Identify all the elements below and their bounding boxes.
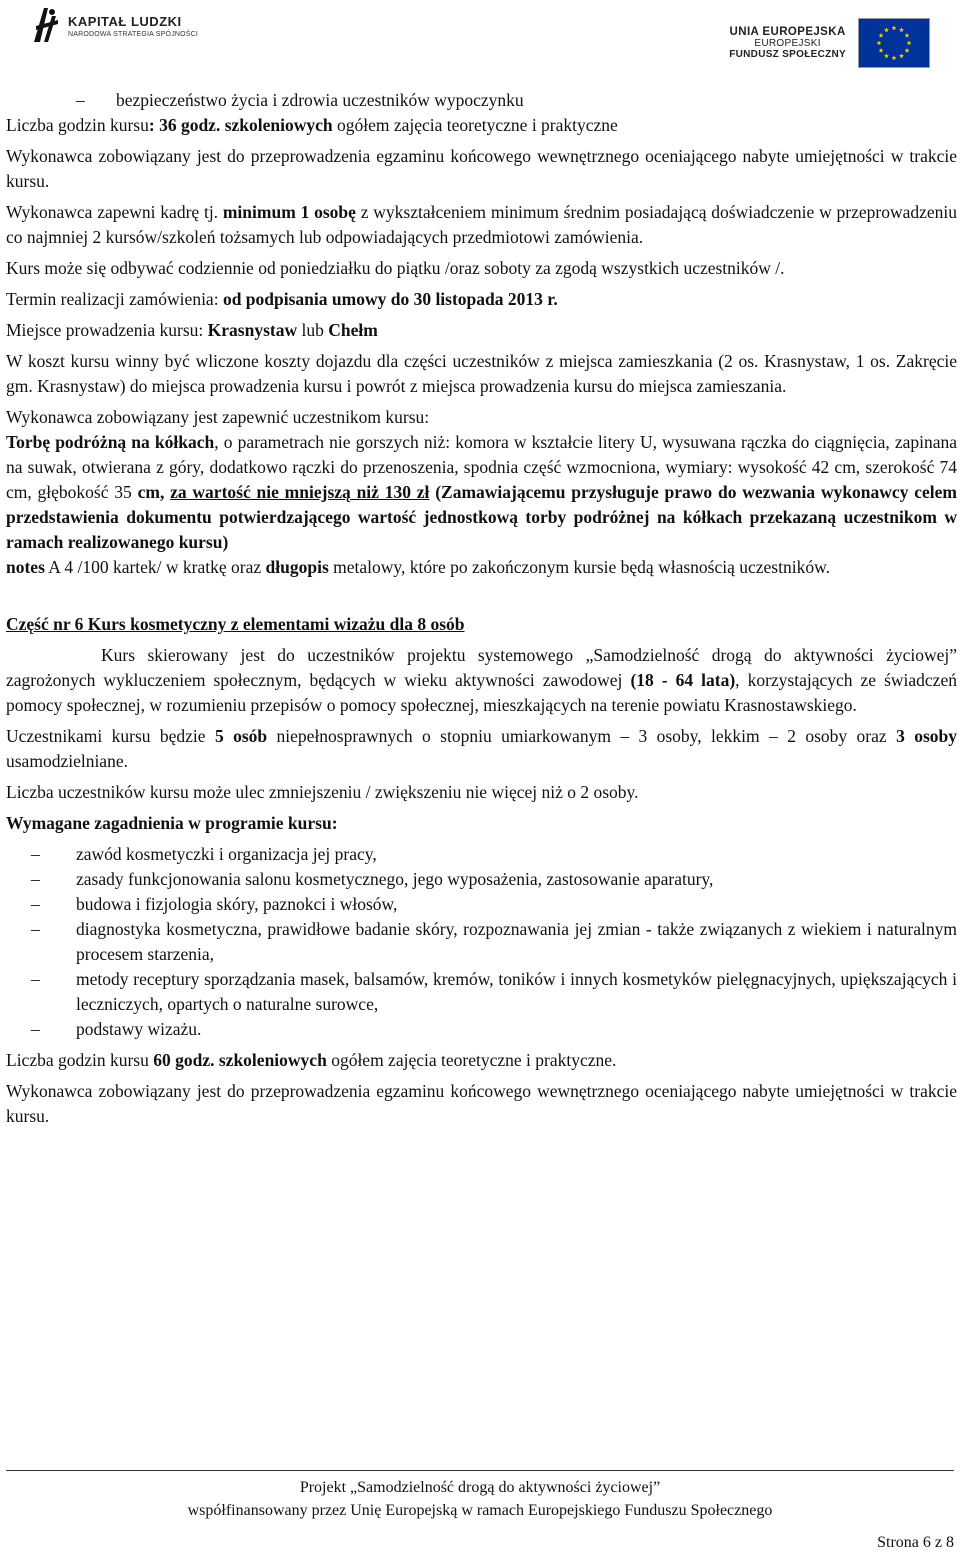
notes-text-2: długopis [265,557,329,577]
eu-logo-line3: FUNDUSZ SPOŁECZNY [729,49,846,60]
participants-text-5: usamodzielniane. [6,751,128,771]
staff-text-1: Wykonawca zapewni kadrę tj. [6,202,223,222]
topics-heading [6,811,957,836]
count-change-paragraph: Liczba uczestników kursu może ulec zmniejszeniu / zwiększeniu nie więcej niż o 2 osoby. [6,782,639,802]
notes-paragraph [6,555,957,580]
notes-text-1: A 4 /100 kartek/ w kratkę oraz [44,557,266,577]
place-city-1: Krasnystaw [207,320,298,340]
participants-text-4: 3 osoby [896,726,958,746]
bag-min-value: za wartość nie mniejszą niż 130 zł [170,482,430,502]
term-paragraph [6,287,957,312]
participants-text-1: Uczestnikami kursu będzie [6,726,215,746]
exam-paragraph: Wykonawca zobowiązany jest do przeprowadzenia egzaminu końcowego wewnętrznego oceniającego nabyte umiejętności w trakcie kursu. [6,146,957,191]
list-item-text: budowa i fizjologia skóry, paznokci i włosów, [76,894,398,914]
hours-label: Liczba godzin kursu [6,115,149,135]
exam-paragraph-2: Wykonawca zobowiązany jest do przeprowadzenia egzaminu końcowego wewnętrznego oceniającego nabyte umiejętności w trakcie kursu. [6,1081,957,1126]
list-item: – bezpieczeństwo życia i zdrowia uczestników wypoczynku [76,90,524,110]
term-label: Termin realizacji zamówienia: [6,289,223,309]
document-body [6,88,957,1135]
intro-text-1: Kurs skierowany jest do uczestników projektu systemowego „Samodzielność drogą do aktywności życiowej” zagrożonych wykluczeniem społecznym, będących w wieku aktywności zawodowej [6,645,957,690]
schedule-paragraph: Kurs może się odbywać codziennie od poniedziałku do piątku /oraz soboty za zgodą wszystkich uczestników /. [6,258,785,278]
footer-divider [6,1470,954,1471]
bag-title: Torbę podróżną na kółkach [6,432,215,452]
eu-logo-line2: EUROPEJSKI [754,38,821,49]
intro-text-3: , korzystających ze świadczeń pomocy społecznej, w rozumieniu przepisów o pomocy społecznej, mieszkających na terenie powiatu Krasnostawskiego. [6,670,957,715]
place-label: Miejsce prowadzenia kursu: [6,320,208,340]
list-item: – podstawy wizażu. [31,1019,202,1039]
footer-line-1: Projekt „Samodzielność drogą do aktywności życiowej” [299,1479,661,1496]
list-item: – metody receptury sporządzania masek, balsamów, kremów, toników i innych kosmetyków pielęgnacyjnych, upiększających i leczniczych, opartych o naturalne surowce, [31,969,957,1014]
eu-flag-icon [858,18,930,68]
hours-rest-2: ogółem zajęcia teoretyczne i praktyczne. [326,1050,617,1070]
intro-text-2: (18 - 64 lata) [630,670,736,690]
list-item: – zasady funkcjonowania salonu kosmetycznego, jego wyposażenia, zastosowanie aparatury, [31,869,714,889]
place-city-2: Chełm [328,320,378,340]
bag-spec-unit: cm, [137,482,171,502]
kapital-ludzki-subtitle: NARODOWA STRATEGIA SPÓJNOŚCI [68,31,199,38]
notes-text-3: metalowy, które po zakończonym kursie będą własnością uczestników. [328,557,830,577]
kapital-ludzki-logo [30,6,198,46]
page-number: Strona 6 z 8 [877,1534,954,1551]
staff-text-3: z wykształceniem minimum średnim posiadającą doświadczenie w przeprowadzeniu co najmniej 2 kursów/szkoleń tożsamych lub odpowiadających przedmiotowi zamówienia. [6,202,958,247]
place-or: lub [297,320,329,340]
page-footer [0,1476,960,1522]
hours-value-2: 60 godz. szkoleniowych [153,1050,327,1070]
staff-text-2: minimum 1 osobę [222,202,356,222]
intro-paragraph [6,643,957,718]
hours-rest: ogółem zajęcia teoretyczne i praktyczne [332,115,618,135]
hours-paragraph [6,113,957,138]
footer-line-2: współfinansowany przez Unię Europejską w ramach Europejskiego Funduszu Społecznego [187,1502,773,1519]
list-item: – budowa i fizjologia skóry, paznokci i włosów, [31,894,398,914]
participants-text-2: 5 osób [214,726,268,746]
participants-paragraph [6,724,957,774]
provide-paragraph: Wykonawca zobowiązany jest zapewnić uczestnikom kursu: [6,407,430,427]
term-value: od podpisania umowy do 30 listopada 2013 r. [222,289,558,309]
staff-paragraph [6,200,957,250]
kapital-ludzki-title: KAPITAŁ LUDZKI [68,14,182,29]
bag-paragraph [6,430,957,555]
hours-paragraph-2 [6,1048,957,1073]
list-item-text: zawód kosmetyczki i organizacja jej pracy, [76,844,377,864]
hours-label-2: Liczba godzin kursu [6,1050,154,1070]
topics-heading-text: Wymagane zagadnienia w programie kursu: [6,813,338,833]
kapital-ludzki-emblem-icon [30,6,62,46]
place-paragraph [6,318,957,343]
list-item: – diagnostyka kosmetyczna, prawidłowe badanie skóry, rozpoznawania jej zmian - także związanych z wiekiem i naturalnym procesem starzenia, [31,919,957,964]
list-item-text: podstawy wizażu. [76,1019,202,1039]
bag-note: (Zamawiającemu przysługuje prawo do wezwania wykonawcy celem przedstawienia dokumentu potwierdzającego wartość jednostkową torby podróżnej na kółkach przekazaną uczestnikom w ramach realizowanego kursu) [6,482,957,552]
list-item: – zawód kosmetyczki i organizacja jej pracy, [31,844,377,864]
list-item-text: diagnostyka kosmetyczna, prawidłowe badanie skóry, rozpoznawania jej zmian - także związanych z wiekiem i naturalnym procesem starzenia, [76,919,957,964]
eu-logo-line1: UNIA EUROPEJSKA [729,26,846,38]
eu-logo [729,18,930,68]
topics-list [6,842,957,1042]
hours-value: : 36 godz. szkoleniowych [148,115,333,135]
cost-paragraph: W koszt kursu winny być wliczone koszty dojazdu dla części uczestników z miejsca zamieszkania (2 os. Krasnystaw, 1 os. Zakręcie gm. Krasnystaw) do miejsca prowadzenia kursu i powrót z miejsca prowadzenia kursu do miejsca zamieszania. [6,351,957,396]
section-heading-text: Część nr 6 Kurs kosmetyczny z elementami wizażu dla 8 osób [6,614,465,634]
notes-label: notes [6,557,45,577]
list-item-text: bezpieczeństwo życia i zdrowia uczestników wypoczynku [116,90,524,110]
list-item-text: zasady funkcjonowania salonu kosmetycznego, jego wyposażenia, zastosowanie aparatury, [76,869,714,889]
bag-spec: , o parametrach nie gorszych niż: komora w kształcie litery U, wysuwana rączka do ciągnięcia, zapinana na suwak, otwierana z góry, dodatkowo rączki do przenoszenia, spodnia część wzmocniona, wymiary: wysokość 42 cm, szerokość 74 cm, głębokość 35 [6,432,957,502]
page-header [0,0,960,80]
section-heading [6,612,957,637]
participants-text-3: niepełnosprawnych o stopniu umiarkowanym – 3 osoby, lekkim – 2 osoby oraz [267,726,897,746]
list-item-text: metody receptury sporządzania masek, balsamów, kremów, toników i innych kosmetyków pielęgnacyjnych, upiększających i leczniczych, opartych o naturalne surowce, [76,969,957,1014]
